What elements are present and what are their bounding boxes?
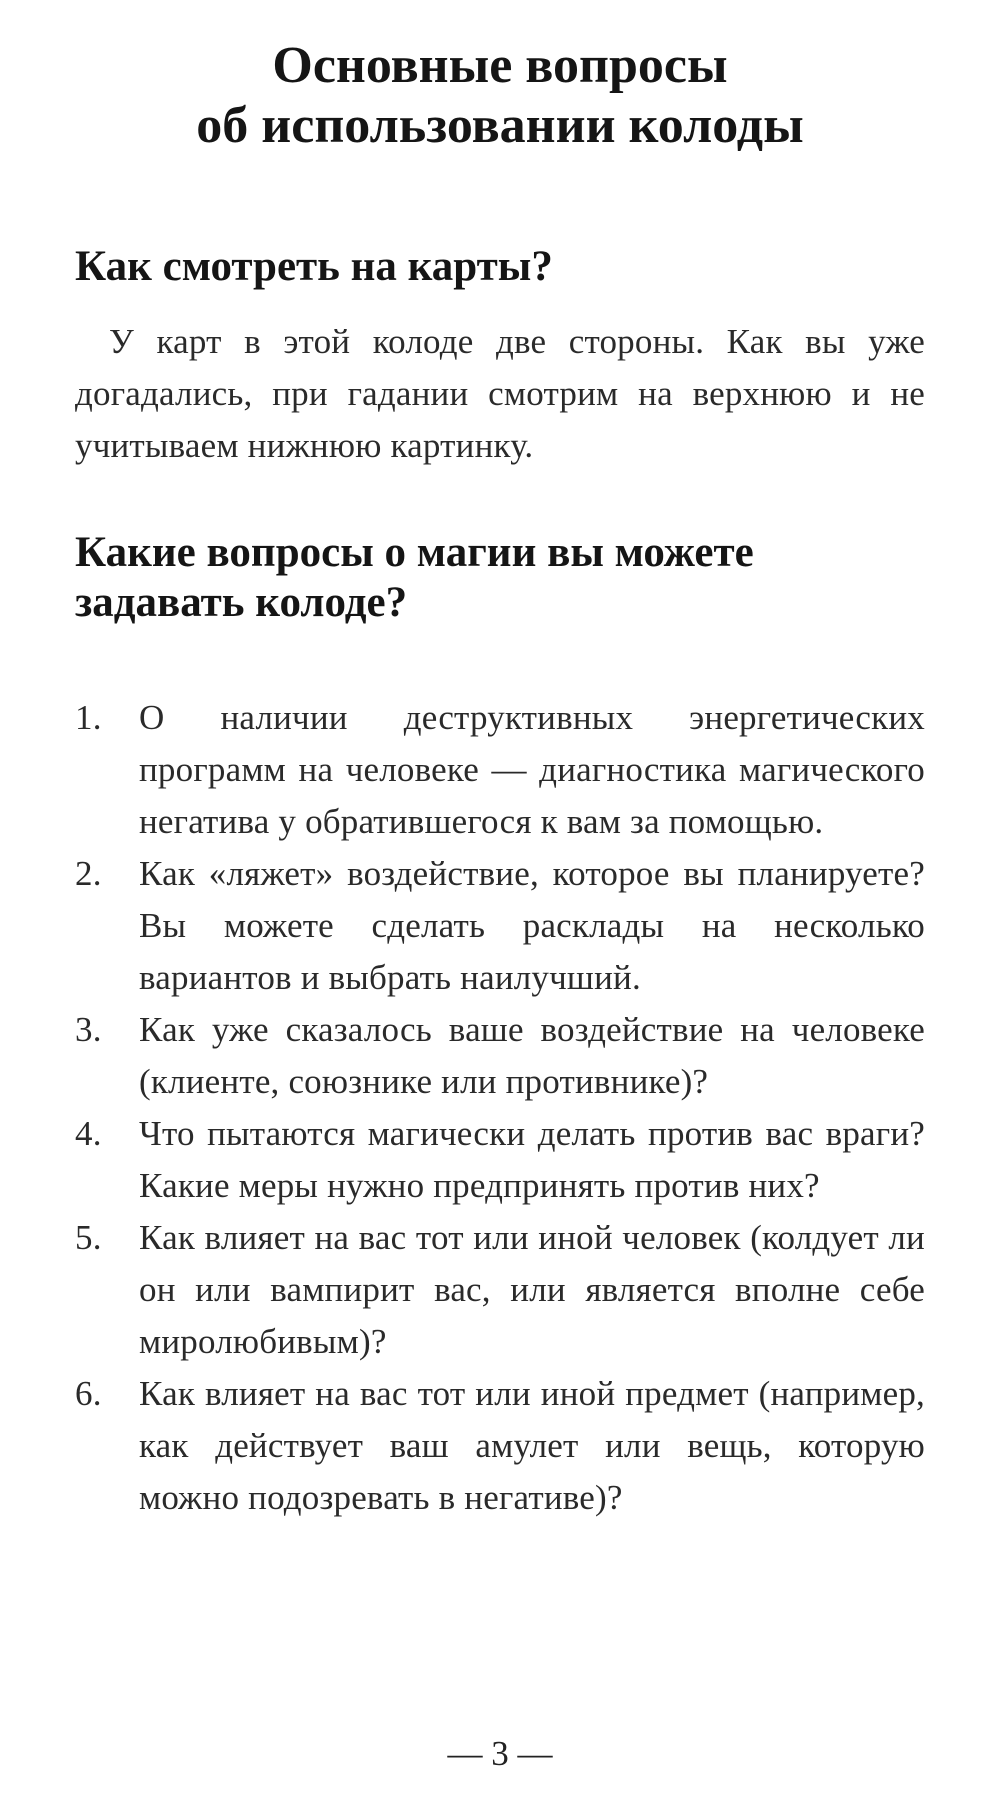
- list-item-text: О наличии деструктивных энергетических программ на человеке — диагностика магического негатива у обратившегося к вам за помощью.: [139, 698, 925, 841]
- section-heading-how-to-look: Как смотреть на карты?: [75, 243, 553, 290]
- list-item-number: 6.: [75, 1374, 102, 1413]
- list-item: [75, 1368, 925, 1524]
- list-item: [75, 1004, 925, 1108]
- page-title: [75, 0, 925, 156]
- list-item-number: 2.: [75, 854, 102, 893]
- list-item-text: Как «ляжет» воздействие, которое вы планируете? Вы можете сделать расклады на несколько вариантов и выбрать наилучший.: [139, 854, 925, 997]
- page-title-line-1: Основные вопросы: [272, 37, 728, 94]
- list-item: [75, 1212, 925, 1368]
- list-item-text: Как уже сказалось ваше воздействие на человеке (клиенте, союзнике или противнике)?: [139, 1010, 925, 1101]
- page-number: — 3 —: [447, 1734, 553, 1773]
- list-item-number: 4.: [75, 1114, 102, 1153]
- list-item-number: 1.: [75, 698, 102, 737]
- list-item-text: Как влияет на вас тот или иной предмет (например, как действует ваш амулет или вещь, которую можно подозревать в негативе)?: [139, 1374, 925, 1517]
- section-heading-magic-questions: Какие вопросы о магии вы можете задавать колоде?: [75, 529, 754, 626]
- list-item-number: 3.: [75, 1010, 102, 1049]
- page-title-line-2: об использовании колоды: [196, 97, 804, 154]
- list-item-text: Что пытаются магически делать против вас враги? Какие меры нужно предпринять против них?: [139, 1114, 925, 1205]
- list-item-number: 5.: [75, 1218, 102, 1257]
- list-item: [75, 692, 925, 848]
- questions-list: [75, 692, 925, 1524]
- list-item: [75, 1108, 925, 1212]
- section-paragraph-how-to-look: У карт в этой колоде две стороны. Как вы уже догадались, при гадании смотрим на верхнюю и не учитываем нижнюю картинку.: [75, 322, 925, 465]
- list-item-text: Как влияет на вас тот или иной человек (колдует ли он или вампирит вас, или является вполне себе миролюбивым)?: [139, 1218, 925, 1361]
- list-item: [75, 848, 925, 1004]
